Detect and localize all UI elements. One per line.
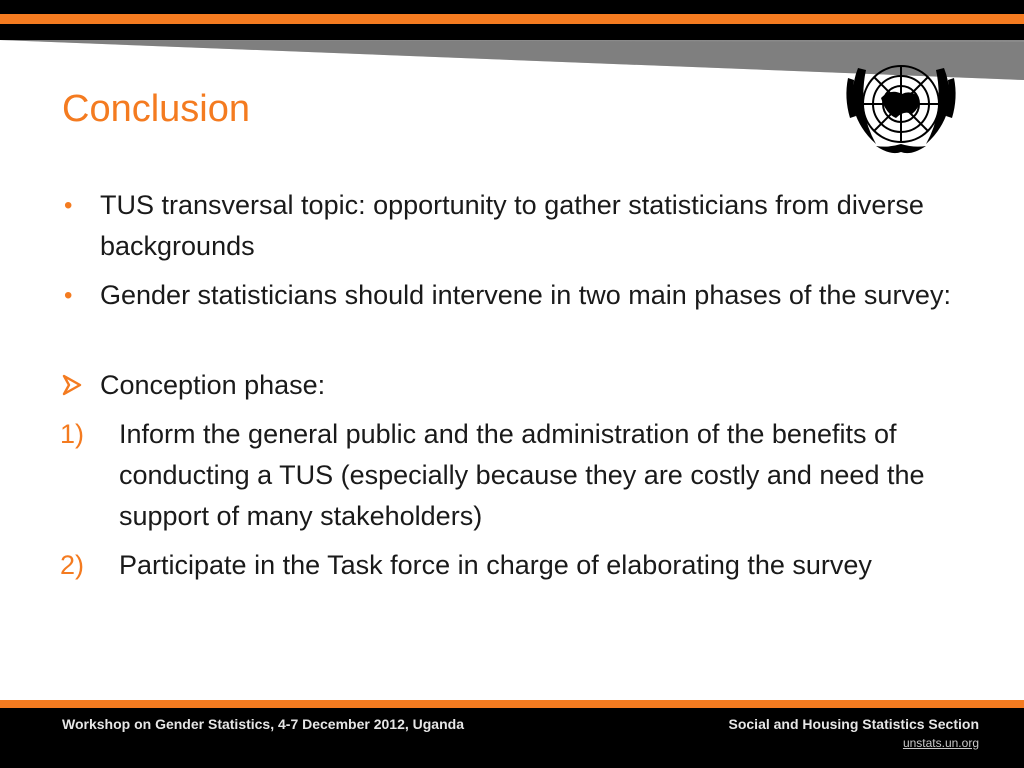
- arrow-bullet-icon: [60, 365, 84, 409]
- step-item: [60, 414, 970, 537]
- bullet-item: [60, 185, 970, 267]
- bullet-item: [60, 275, 970, 316]
- bullet-text: TUS transversal topic: opportunity to gather statisticians from diverse backgrounds: [100, 190, 924, 261]
- phase-heading: [60, 365, 970, 406]
- bullet-text: Gender statisticians should intervene in two main phases of the survey:: [100, 280, 951, 310]
- slide-title: Conclusion: [62, 88, 250, 130]
- footer-event-text: Workshop on Gender Statistics, 4-7 December 2012, Uganda: [62, 716, 464, 732]
- step-number: 1): [60, 419, 85, 449]
- bullet-marker: •: [64, 192, 73, 219]
- header-black-band: [0, 24, 1024, 40]
- step-text: Participate in the Task force in charge of elaborating the survey: [119, 550, 872, 580]
- footer-section-text: Social and Housing Statistics Section: [728, 716, 979, 732]
- header-orange-bar: [0, 14, 1024, 24]
- un-emblem-icon: [836, 48, 966, 160]
- footer-website-link[interactable]: unstats.un.org: [902, 736, 979, 750]
- header-black-bar: [0, 0, 1024, 14]
- footer-orange-bar: [0, 700, 1024, 708]
- bullet-marker: •: [64, 282, 73, 309]
- step-text: Inform the general public and the administration of the benefits of conducting a TUS (especially because they are costly and need the support of many stakeholders): [119, 419, 925, 531]
- slide-body: [60, 185, 970, 594]
- step-number: 2): [60, 550, 85, 580]
- phase-label: Conception phase:: [100, 370, 326, 400]
- step-item: [60, 545, 970, 586]
